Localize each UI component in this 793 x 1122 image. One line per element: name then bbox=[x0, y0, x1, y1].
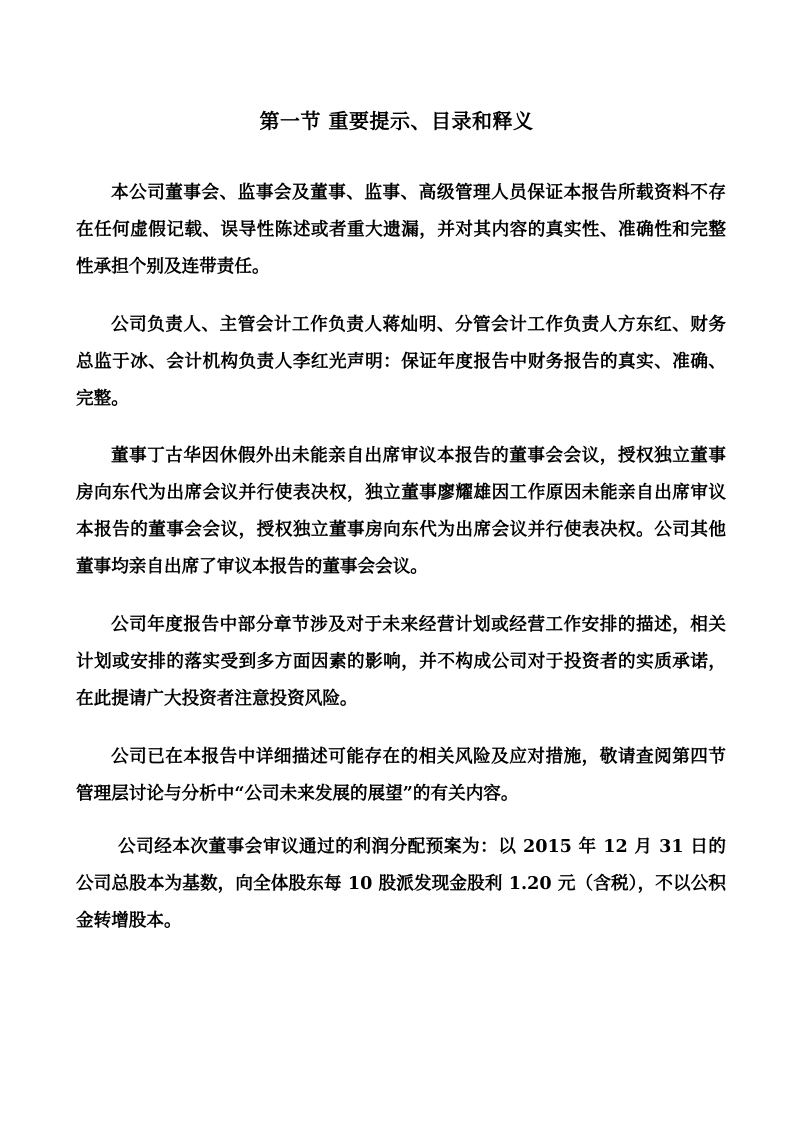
paragraph-profit-distribution: 公司经本次董事会审议通过的利润分配预案为：以 2015 年 12 月 31 日的公司总股本为基数，向全体股东每 10 股派发现金股利 1.20 元（含税），不以公积金转增股本。 bbox=[76, 836, 726, 931]
section-title: 第一节 重要提示、目录和释义 bbox=[259, 109, 534, 133]
paragraph-director-attendance: 董事丁古华因休假外出未能亲自出席审议本报告的董事会会议，授权独立董事房向东代为出席会议并行使表决权，独立董事廖耀雄因工作原因未能亲自出席审议本报告的董事会会议，授权独立董事房向东代为出席会议并行使表决权。公司其他董事均亲自出席了审议本报告的董事会会议。 bbox=[76, 445, 726, 577]
paragraph-responsible-persons-statement: 公司负责人、主管会计工作负责人蒋灿明、分管会计工作负责人方东红、财务总监于冰、会计机构负责人李红光声明：保证年度报告中财务报告的真实、准确、完整。 bbox=[76, 314, 726, 409]
paragraph-risk-notice: 公司已在本报告中详细描述可能存在的相关风险及应对措施，敬请查阅第四节管理层讨论与分析中“公司未来发展的展望”的有关内容。 bbox=[76, 746, 726, 804]
paragraph-board-guarantee: 本公司董事会、监事会及董事、监事、高级管理人员保证本报告所载资料不存在任何虚假记载、误导性陈述或者重大遗漏，并对其内容的真实性、准确性和完整性承担个别及连带责任。 bbox=[76, 182, 726, 277]
paragraph-forward-looking-statement: 公司年度报告中部分章节涉及对于未来经营计划或经营工作安排的描述，相关计划或安排的落实受到多方面因素的影响，并不构成公司对于投资者的实质承诺，在此提请广大投资者注意投资风险。 bbox=[76, 614, 726, 709]
